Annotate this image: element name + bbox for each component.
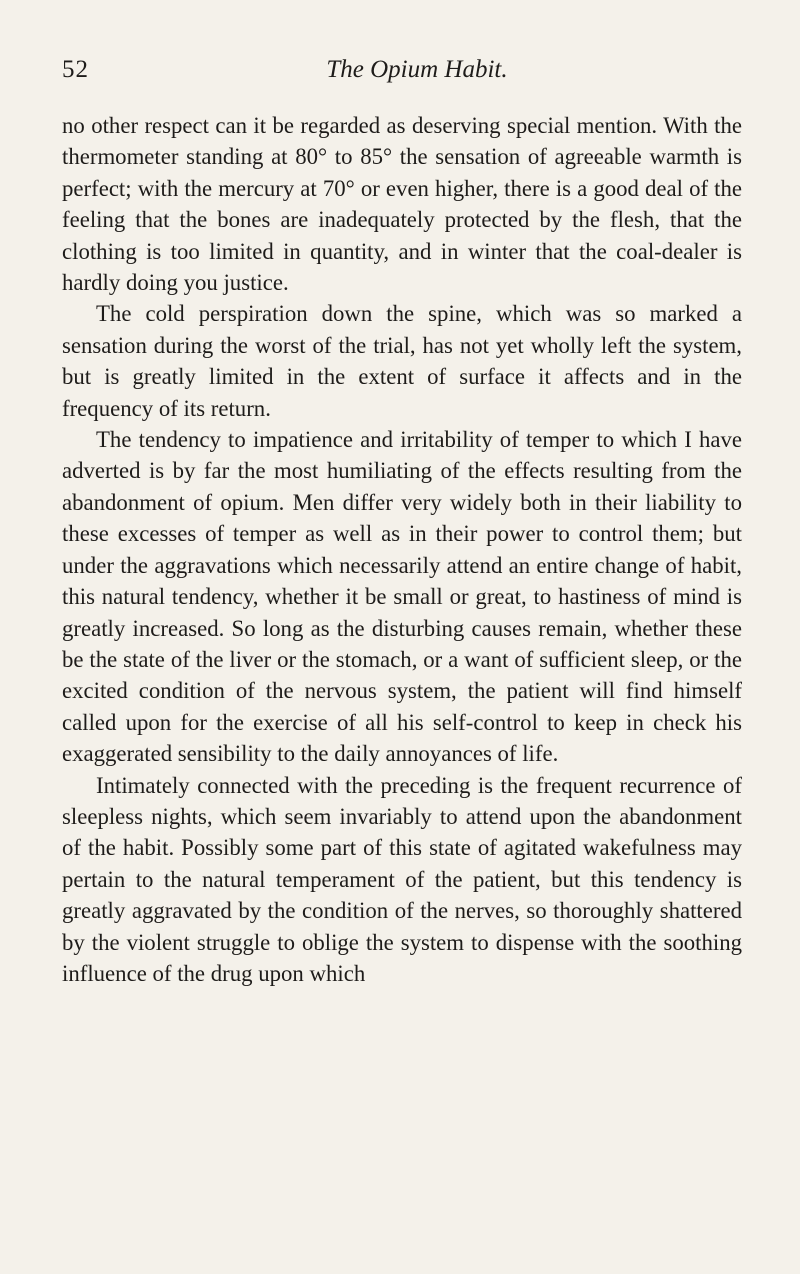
paragraph-cold-perspiration: The cold perspiration down the spine, which was so marked a sensation during the worst of the trial, has not yet wholly left the system, but is greatly limited in the extent of surface it affects and in the frequency of its return. [62,301,742,421]
paragraph-sleepless-nights: Intimately connected with the preceding is the frequent recurrence of sleepless nights, which seem invariably to attend upon the abandonment of the habit. Possibly some part of this state of agitated wakefulness may pertain to the natural temperament of the patient, but this tendency is greatly aggravated by the condition of the nerves, so thoroughly shattered by the violent struggle to oblige the system to dispense with the soothing influence of the drug upon which [62,772,742,986]
page-number: 52 [62,56,89,83]
body-text [62,110,742,989]
paragraph-continuation: no other respect can it be regarded as deserving special mention. With the thermometer standing at 80° to 85° the sensation of agreeable warmth is perfect; with the mercury at 70° or even higher, there is a good deal of the feeling that the bones are inadequately protected by the flesh, that the clothing is too limited in quantity, and in winter that the coal-dealer is hardly doing you justice. [62,113,742,296]
running-title: The Opium Habit. [326,56,508,83]
paragraph-impatience-irritability: The tendency to impatience and irritability of temper to which I have adverted is by far the most humiliating of the effects resulting from the abandonment of opium. Men differ very widely both in their liability to these excesses of temper as well as in their power to control them; but under the aggravations which necessarily attend an entire change of habit, this natural tendency, whether it be small or great, to hastiness of mind is greatly increased. So long as the disturbing causes remain, whether these be the state of the liver or the stomach, or a want of sufficient sleep, or the excited condition of the nervous system, the patient will find himself called upon for the exercise of all his self-control to keep in check his exaggerated sensibility to the daily annoyances of life. [62,427,742,767]
page-header [62,56,742,88]
